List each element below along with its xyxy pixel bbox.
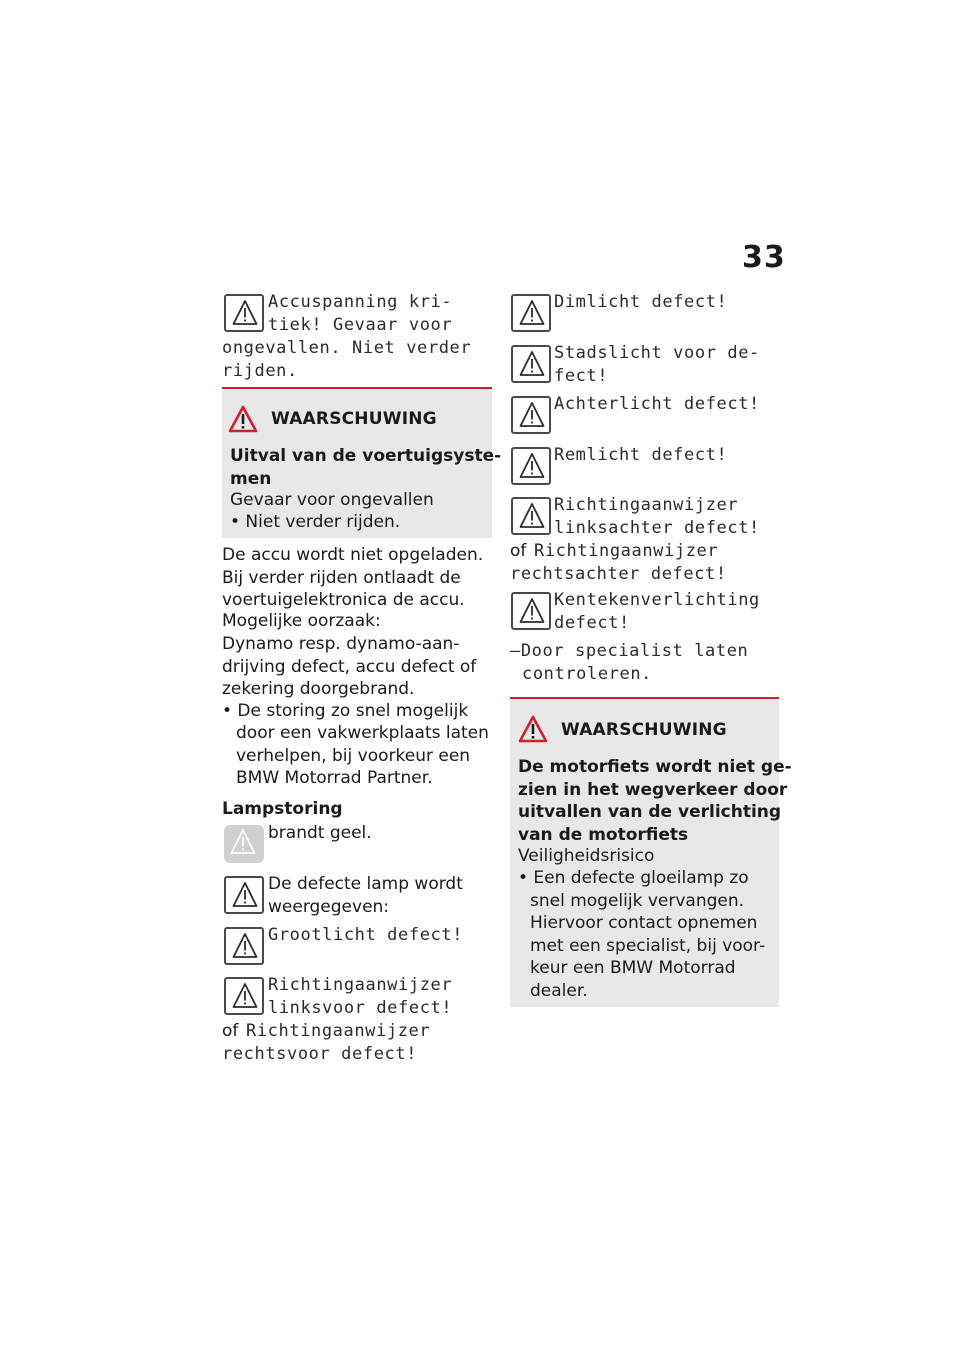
of-label: of (222, 1021, 239, 1041)
warning-triangle-indicator-icon (224, 876, 264, 914)
warning-title: men (230, 469, 272, 489)
grootlicht-message: Grootlicht defect! (268, 925, 464, 945)
warning-bullet: Hiervoor contact opnemen (530, 913, 758, 933)
warning-exclamation-icon (228, 405, 258, 433)
rich-message: linksachter defect! (554, 518, 760, 538)
body-line: Mogelijke oorzaak: (222, 611, 381, 631)
bullet-line: BMW Motorrad Partner. (236, 768, 433, 788)
warning-triangle-indicator-icon (511, 447, 551, 485)
of-label: of (510, 541, 527, 561)
achterlicht-message: Achterlicht defect! (554, 394, 760, 414)
body-line: Dynamo resp. dynamo-aan- (222, 634, 460, 654)
warning-bullet: snel mogelijk vervangen. (530, 891, 745, 911)
accu-line: rijden. (222, 361, 298, 381)
warning-bullet: keur een BMW Motorrad (530, 958, 736, 978)
body-line: voertuigelektronica de accu. (222, 590, 465, 610)
body-line: drijving defect, accu defect of (222, 657, 477, 677)
rich-alt-message: rechtsvoor defect! (222, 1044, 418, 1064)
warning-risk: Gevaar voor ongevallen (230, 490, 434, 510)
rich-alt-message: rechtsachter defect! (510, 564, 727, 584)
warning-bullet: • Een defecte gloeilamp zo (518, 868, 749, 888)
warning-triangle-indicator-icon (224, 825, 264, 863)
warning-triangle-indicator-icon (224, 294, 264, 332)
warning-heading: WAARSCHUWING (561, 720, 727, 740)
lamp-heading: Lampstoring (222, 799, 343, 819)
lamp-display: weergegeven: (268, 897, 390, 917)
warning-triangle-indicator-icon (224, 927, 264, 965)
warning-title: zien in het wegverkeer door (518, 780, 788, 800)
rich-message: linksvoor defect! (268, 998, 453, 1018)
rich-alt-message: Richtingaanwijzer (246, 1021, 431, 1041)
accu-line: Accuspanning kri- (268, 292, 453, 312)
stadslicht-message: fect! (554, 366, 609, 386)
dash-line: –Door specialist laten (510, 641, 749, 661)
kenteken-message: defect! (554, 613, 630, 633)
warning-bullet: • Niet verder rijden. (230, 512, 401, 532)
warning-title: uitvallen van de verlichting (518, 802, 782, 822)
warning-title: Uitval van de voertuigsyste- (230, 446, 502, 466)
warning-triangle-indicator-icon (511, 345, 551, 383)
warning-triangle-indicator-icon (511, 497, 551, 535)
stadslicht-message: Stadslicht voor de- (554, 343, 760, 363)
rich-alt-message: Richtingaanwijzer (534, 541, 719, 561)
body-line: Bij verder rijden ontlaadt de (222, 568, 461, 588)
warning-triangle-indicator-icon (511, 396, 551, 434)
rich-message: Richtingaanwijzer (268, 975, 453, 995)
warning-heading: WAARSCHUWING (271, 409, 437, 429)
warning-title: De motorfiets wordt niet ge- (518, 757, 792, 777)
warning-triangle-indicator-icon (224, 977, 264, 1015)
warning-risk: Veiligheidsrisico (518, 846, 655, 866)
warning-title: van de motorfiets (518, 825, 689, 845)
body-line: De accu wordt niet opgeladen. (222, 545, 484, 565)
accu-line: ongevallen. Niet verder (222, 338, 472, 358)
rich-message: Richtingaanwijzer (554, 495, 739, 515)
body-line: zekering doorgebrand. (222, 679, 415, 699)
bullet-line: door een vakwerkplaats laten (236, 723, 489, 743)
lamp-display: De defecte lamp wordt (268, 874, 463, 894)
lamp-brandt: brandt geel. (268, 823, 372, 843)
warning-exclamation-icon (518, 715, 548, 743)
dimlicht-message: Dimlicht defect! (554, 292, 728, 312)
warning-triangle-indicator-icon (511, 294, 551, 332)
warning-bullet: dealer. (530, 981, 588, 1001)
remlicht-message: Remlicht defect! (554, 445, 728, 465)
kenteken-message: Kentekenverlichting (554, 590, 760, 610)
page-number: 33 (742, 240, 786, 275)
warning-triangle-indicator-icon (511, 592, 551, 630)
accu-line: tiek! Gevaar voor (268, 315, 453, 335)
bullet-line: • De storing zo snel mogelijk (222, 701, 469, 721)
warning-bullet: met een specialist, bij voor- (530, 936, 766, 956)
bullet-line: verhelpen, bij voorkeur een (236, 746, 471, 766)
dash-line: controleren. (522, 664, 653, 684)
